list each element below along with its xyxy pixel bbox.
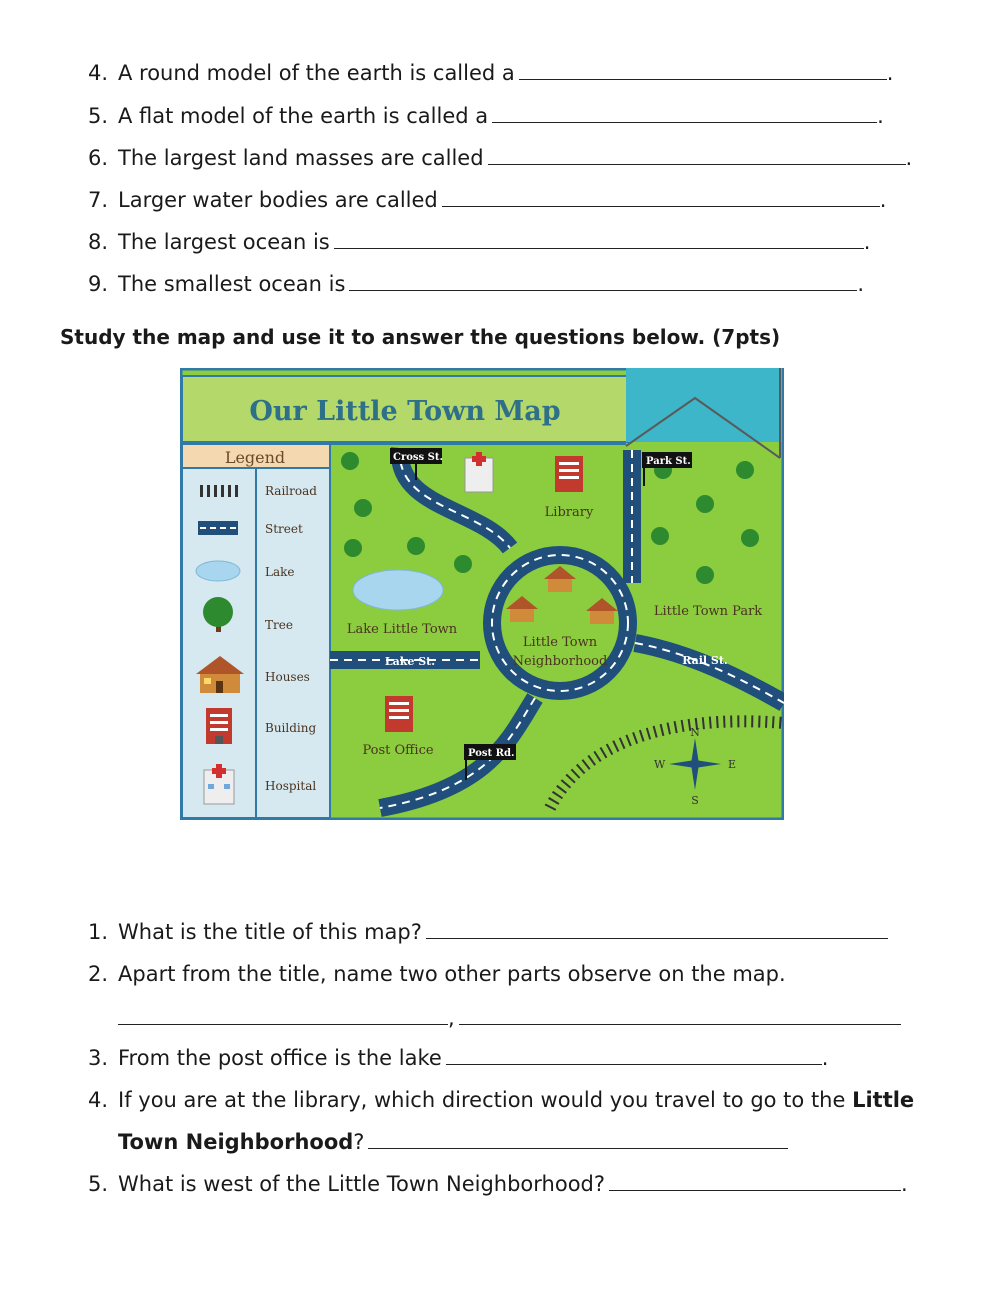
compass-n: N — [690, 726, 700, 739]
answer-blank[interactable] — [426, 918, 888, 939]
map-question-1: 1. What is the title of this map? — [88, 918, 888, 946]
label-neighborhood-1: Little Town — [522, 635, 598, 650]
question-6: 6. The largest land masses are called . — [88, 146, 913, 170]
answer-blank[interactable] — [446, 1044, 822, 1065]
answer-blank-a[interactable] — [118, 1004, 448, 1025]
hospital-icon — [204, 764, 234, 804]
compass-e: E — [728, 758, 737, 771]
legend-title: Legend — [224, 448, 286, 467]
compass-s: S — [691, 794, 699, 807]
map-question-4: 4. If you are at the library, which direction would you travel to go to the Little — [88, 1088, 915, 1112]
lake-icon — [196, 561, 240, 581]
label-cross-st: Cross St. — [393, 452, 443, 463]
compass-w: W — [654, 758, 666, 771]
legend-label-railroad: Railroad — [265, 484, 317, 498]
answer-blank[interactable] — [368, 1128, 788, 1149]
legend-label-hospital: Hospital — [265, 779, 317, 793]
town-map — [180, 368, 784, 820]
section-heading: Study the map and use it to answer the questions below. (7pts) — [60, 325, 781, 349]
legend-label-houses: Houses — [265, 670, 310, 684]
map-question-2-answers: , — [118, 1004, 901, 1032]
answer-blank-b[interactable] — [459, 1004, 901, 1025]
answer-blank[interactable] — [334, 228, 864, 249]
label-rail-st: Rail St. — [682, 654, 728, 667]
answer-blank[interactable] — [488, 144, 906, 165]
question-9: 9. The smallest ocean is . — [88, 272, 865, 296]
question-7: 7. Larger water bodies are called . — [88, 188, 887, 212]
map-question-5: 5. What is west of the Little Town Neighborhood? . — [88, 1172, 908, 1196]
hospital-building — [465, 452, 493, 492]
legend-label-lake: Lake — [265, 565, 295, 579]
answer-blank[interactable] — [609, 1170, 901, 1191]
library-building — [555, 456, 583, 492]
label-neighborhood-2: Neighborhood — [512, 654, 608, 669]
map-question-4-cont: Town Neighborhood? — [118, 1128, 788, 1156]
legend-label-tree: Tree — [265, 618, 293, 632]
label-post-rd: Post Rd. — [468, 748, 515, 759]
label-lake: Lake Little Town — [346, 622, 458, 637]
question-8: 8. The largest ocean is . — [88, 230, 871, 254]
answer-blank[interactable] — [442, 186, 880, 207]
label-post-office: Post Office — [362, 743, 434, 758]
lake — [353, 570, 443, 610]
post-office-building — [385, 696, 413, 732]
label-lake-st: Lake St. — [384, 655, 436, 668]
label-park: Little Town Park — [653, 604, 763, 619]
map-title: Our Little Town Map — [249, 396, 561, 427]
legend-label-building: Building — [265, 721, 317, 735]
question-5: 5. A flat model of the earth is called a . — [88, 104, 884, 128]
answer-blank[interactable] — [492, 102, 877, 123]
map-question-2: 2. Apart from the title, name two other parts observe on the map. — [88, 962, 786, 986]
question-4: 4. A round model of the earth is called a . — [88, 61, 894, 85]
answer-blank[interactable] — [519, 59, 887, 80]
map-question-3: 3. From the post office is the lake . — [88, 1046, 829, 1070]
building-icon — [206, 708, 232, 744]
street-icon — [198, 521, 238, 535]
answer-blank[interactable] — [349, 270, 857, 291]
label-library: Library — [544, 505, 594, 520]
legend-label-street: Street — [265, 522, 303, 536]
label-park-st: Park St. — [646, 456, 691, 467]
